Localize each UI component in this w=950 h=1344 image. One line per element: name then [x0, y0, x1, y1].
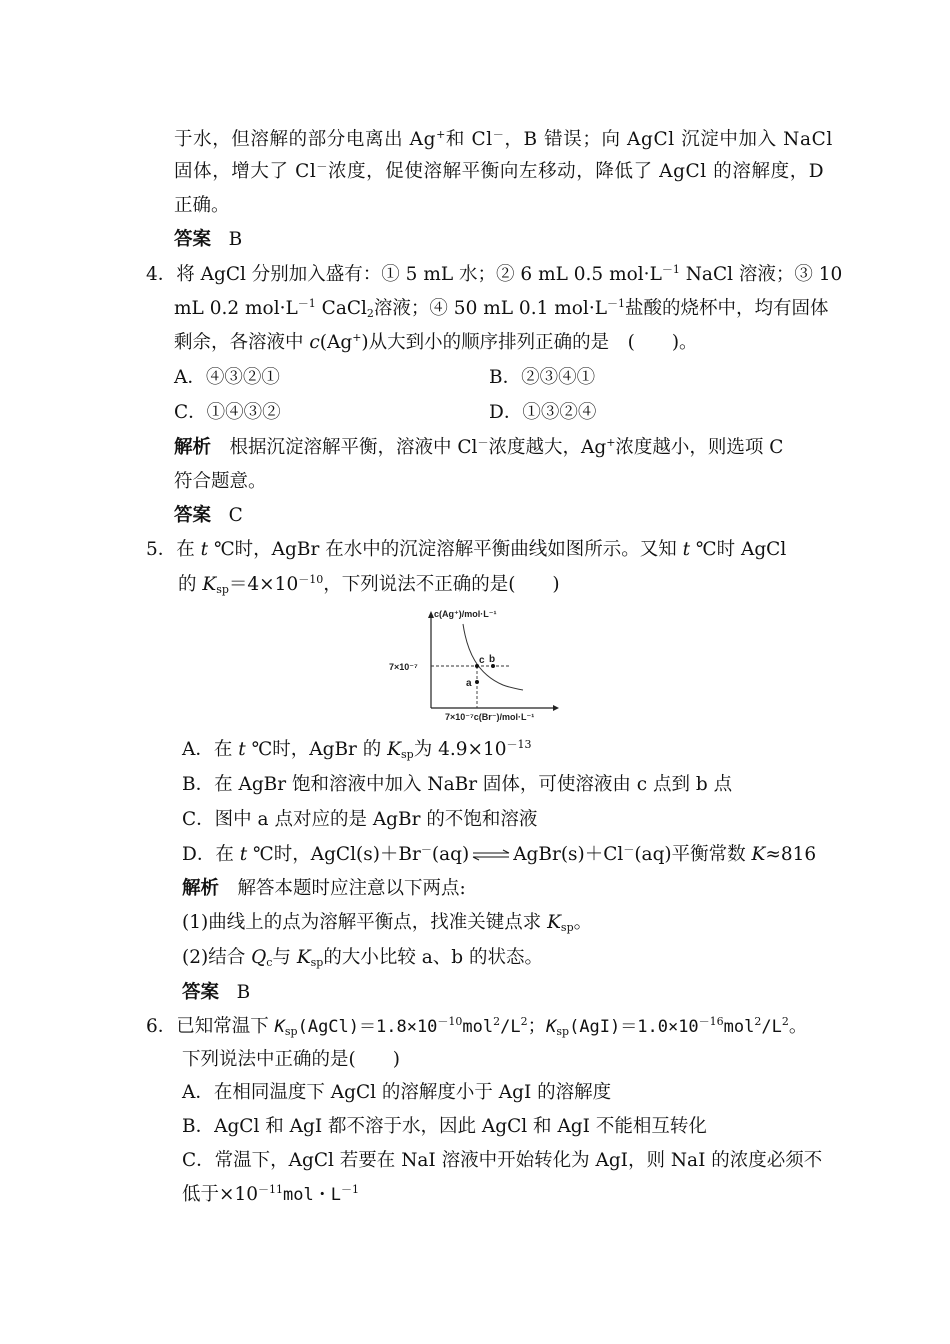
q5-option-a: A．在 t ℃时，AgBr 的 $K_{sp}$为 $4.9\times 10^{-13}$: [182, 738, 532, 761]
q5-stem-line-2: 的 $K_{sp}=4\times 10^{-10}$，下列说法不正确的是( ): [178, 573, 560, 596]
point-a-label: a: [466, 678, 472, 689]
q6-stem-line-1: 6．已知常温下 $K_{sp}(AgCl)=1.8\times 10^{-10}mol^2/L^2$；$K_{sp}(AgI)=1.0\times 10^{-16}mol^2/L^2$。: [146, 1015, 808, 1038]
q5-answer: [182, 981, 250, 1005]
prev-explanation-line-1: 于水，但溶解的部分电离出 Ag+和 Cl－，B 错误；向 AgCl 沉淀中加入 NaCl: [174, 128, 833, 150]
q4-option-c: C．①④③②: [174, 402, 281, 423]
y-axis-label: c(Ag⁺)/mol·L⁻¹: [434, 609, 497, 619]
answer-label: 答案: [174, 505, 212, 526]
prev-explanation-line-2: 固体，增大了 Cl－浓度，促使溶解平衡向左移动，降低了 AgCl 的溶解度，D: [174, 160, 825, 182]
q5-option-b: B．在 AgBr 饱和溶液中加入 NaBr 固体，可使溶液由 c 点到 b 点: [182, 774, 733, 795]
q4-answer: [174, 504, 243, 528]
prev-explanation-line-3: 正确。: [174, 195, 230, 216]
q4-stem-line-1: 4．将 AgCl 分别加入盛有：① 5 mL 水；② 6 mL 0.5 $mol\cdot L^{-1}$ NaCl 溶液；③ 10: [146, 263, 843, 285]
point-b-label: b: [489, 654, 496, 665]
q6-option-b: B．AgCl 和 AgI 都不溶于水，因此 AgCl 和 AgI 不能相互转化: [182, 1116, 707, 1137]
q4-stem-line-3: 剩余，各溶液中 c(Ag+)从大到小的顺序排列正确的是 ( )。: [174, 331, 698, 353]
q4-option-b: B．②③④①: [489, 367, 596, 388]
q5-explanation-point-1: (1)曲线上的点为溶解平衡点，找准关键点求 $K_{sp}$。: [182, 912, 593, 934]
q4-explanation-line-1: 解析 根据沉淀溶解平衡，溶液中 Cl－浓度越大，Ag+浓度越小，则选项 C: [174, 436, 784, 458]
q4-option-d: D．①③②④: [489, 402, 597, 423]
point-a-marker: [475, 680, 479, 684]
q4-option-a: A．④③②①: [174, 367, 280, 388]
solubility-curve-figure: [385, 606, 560, 724]
explanation-label: 解析: [182, 878, 220, 899]
equilibrium-arrow-icon: [471, 849, 511, 861]
answer-value: C: [228, 505, 243, 526]
q5-stem-line-1: 5．在 t ℃时，AgBr 在水中的沉淀溶解平衡曲线如图所示。又知 t ℃时 AgCl: [146, 539, 787, 560]
answer-value: B: [228, 229, 243, 250]
q6-stem-line-2: 下列说法中正确的是( ): [182, 1049, 400, 1070]
q4-stem-line-2: mL 0.2 $mol\cdot L^{-1}$ CaCl$_2$溶液；④ 50 mL 0.1 $mol\cdot L^{-1}$盐酸的烧杯中，均有固体: [174, 297, 829, 320]
q6-option-c-continued: 低于$\times 10^{-11}mol$・$L^{-1}$: [182, 1183, 359, 1205]
prev-answer: [174, 228, 242, 252]
explanation-label: 解析: [174, 437, 212, 458]
answer-value: B: [236, 982, 251, 1003]
q5-option-c: C．图中 a 点对应的是 AgBr 的不饱和溶液: [182, 809, 538, 830]
y-tick-label: 7×10⁻⁷: [389, 662, 418, 672]
x-axis-arrow: [553, 705, 559, 711]
q5-explanation-point-2: (2)结合 $Q_c$与 $K_{sp}$的大小比较 a、b 的状态。: [182, 947, 543, 969]
q5-explanation-head: 解析 解答本题时应注意以下两点:: [182, 878, 466, 899]
q5-option-d: D．在 t ℃时，AgCl(s)＋Br－(aq) AgBr(s)＋Cl－(aq)平衡常数 K≈816: [182, 843, 817, 865]
x-axis-label: 7×10⁻⁷c(Br⁻)/mol·L⁻¹: [445, 712, 535, 722]
q4-explanation-line-2: 符合题意。: [174, 471, 267, 492]
answer-label: 答案: [174, 229, 212, 250]
point-c-label: c: [479, 655, 485, 666]
q6-option-c: C．常温下，AgCl 若要在 NaI 溶液中开始转化为 AgI，则 NaI 的浓度必须不: [182, 1150, 823, 1171]
answer-label: 答案: [182, 982, 220, 1003]
q6-option-a: A．在相同温度下 AgCl 的溶解度小于 AgI 的溶解度: [182, 1082, 612, 1103]
